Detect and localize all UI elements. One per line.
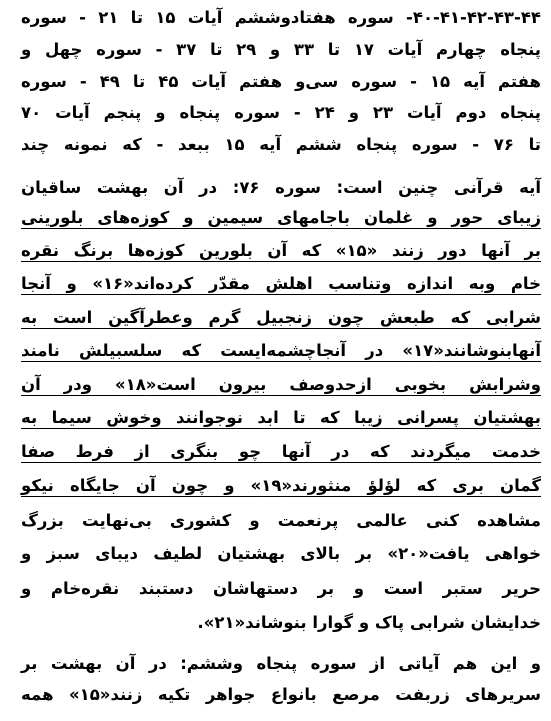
text-line-underlined: خام وبه اندازه وتناسب اهلش مقدّر کرده‌اند«۱۶» و آنجا <box>21 274 542 293</box>
text-line-underlined: گمان بری که لؤلؤ منثورند«۱۹» و چون آن جایگاه نیکو <box>21 476 541 495</box>
text-line: حریر ستبر است و بر دستهاشان دستبند نقره‌خام و <box>21 579 541 598</box>
text-line: تا ۷۶ - سوره پنجاه ششم آیه ۱۵ ببعد - که نمونه چند <box>21 135 541 154</box>
text-line: مشاهده کنی عالمی پرنعمت و کشوری بی‌نهایت بزرگ <box>21 511 541 530</box>
text-line: پنجاه چهارم آیات ۱۷ تا ۳۳ و ۲۹ تا ۳۷ - سوره چهل و <box>21 40 541 59</box>
text-line-underlined: خدمت میگردند که در آنها چو بنگری از فرط صفا <box>21 442 541 461</box>
text-line-underlined: آنهابنوشانند«۱۷» در آنجاچشمه‌ایست که سلسبیلش نامند <box>21 341 541 360</box>
text-line-underlined: بهشتیان پسرانی زیبا که تا ابد نوجوانند وخوش سیما به <box>21 408 541 427</box>
text-line: خدایشان شرابی پاک و گوارا بنوشاند«۲۱». <box>197 613 541 632</box>
text-line-underlined: بر آنها دور زنند «۱۵» که آن بلورین کوزه‌ها برنگ نقره <box>21 241 541 260</box>
text-line: ۴۰-۴۱-۴۲-۴۳-۴۴- سوره هفتادوششم آیات ۱۵ تا ۲۱ - سوره <box>21 8 541 27</box>
text-line: پنجاه دوم آیات ۲۳ و ۲۴ - سوره پنجاه و پنجم آیات ۷۰ <box>21 103 541 122</box>
text-line-underlined: زیبای حور و غلمان باجامهای سیمین و کوزه‌های بلورینی <box>21 208 541 227</box>
text-line-underlined: وشرابش بخوبی ازحدوصف بیرون است«۱۸» ودر آن <box>21 375 541 394</box>
text-line: سریرهای زربفت مرصع بانواع جواهر تکیه زنند«۱۵» همه <box>21 685 541 704</box>
text-line-underlined: شرابی که طبعش چون زنجبیل گرم وعطرآگین است به <box>21 308 541 327</box>
text-line: و این هم آیاتی از سوره پنجاه وششم: در آن بهشت بر <box>21 654 541 673</box>
text-line: آیه قرآنی چنین است: سوره ۷۶: در آن بهشت ساقیان <box>21 178 541 197</box>
text-line: هفتم آیه ۱۵ - سوره سی‌و هفتم آیات ۴۵ تا ۴۹ - سوره <box>21 72 541 91</box>
text-line: خواهی یافت«۲۰» بر بالای بهشتیان لطیف دیبای سبز و <box>21 544 541 563</box>
